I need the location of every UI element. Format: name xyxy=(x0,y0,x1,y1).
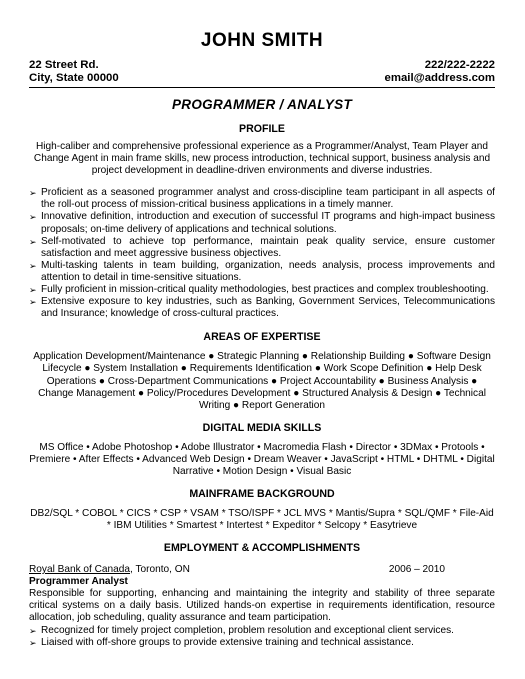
candidate-name: JOHN SMITH xyxy=(200,30,324,51)
mainframe-list: DB2/SQL * COBOL * CICS * CSP * VSAM * TSO/ISPF * JCL MVS * Mantis/Supra * SQL/QMF * File-Aid * IBM Utilities * Smartest * Intertest * Expeditor * Selcopy * Easytrieve xyxy=(30,508,494,532)
arrow-bullet-icon: ➢ xyxy=(29,236,37,247)
email-address: email@address.com xyxy=(384,72,495,84)
address-block xyxy=(29,59,119,85)
list-item: ➢ Proficient as a seasoned programmer analyst and cross-discipline team participant in all aspects of the roll-out process of mission-critical business applications in a timely manner. xyxy=(29,187,495,211)
address-line-2: City, State 00000 xyxy=(29,72,119,84)
job-title-heading: PROGRAMMER / ANALYST xyxy=(172,97,352,112)
list-item: ➢ Self-motivated to achieve top performance, maintain peak quality service, ensure customer satisfaction and meet aggressive business objectives. xyxy=(29,235,495,259)
header-divider xyxy=(29,87,495,88)
arrow-bullet-icon: ➢ xyxy=(29,260,37,271)
address-line-1: 22 Street Rd. xyxy=(29,59,99,71)
arrow-bullet-icon: ➢ xyxy=(29,297,37,308)
arrow-bullet-icon: ➢ xyxy=(29,625,37,636)
employer-location: , Toronto, ON xyxy=(130,564,190,576)
profile-heading: PROFILE xyxy=(239,123,285,135)
digital-media-list: MS Office • Adobe Photoshop • Adobe Illustrator • Macromedia Flash • Director • 3DMax • Protools • Premiere • After Effects • Advanced Web Design • Dream Weaver • JavaScript • HTML • DHTML • Digital Narrative • Motion Design • Visual Basic xyxy=(29,441,495,477)
list-item: ➢ Extensive exposure to key industries, such as Banking, Government Services, Telecommunications and Insurance; knowledge of cross-cultural practices. xyxy=(29,296,495,320)
arrow-bullet-icon: ➢ xyxy=(29,188,37,199)
position-title: Programmer Analyst xyxy=(29,576,128,588)
arrow-bullet-icon: ➢ xyxy=(29,637,37,648)
list-item: ➢ Recognized for timely project completion, problem resolution and exceptional client services. xyxy=(29,624,454,636)
list-item: ➢ Fully proficient in mission-critical quality methodologies, best practices and complex troubleshooting. xyxy=(29,284,489,296)
position-description: Responsible for supporting, enhancing and maintaining the integrity and stability of three separate critical systems on a daily basis. Utilized hands-on expertise in requirements identification, resource allocation, job scheduling, quality assurance and team participation. xyxy=(29,588,495,624)
employer-block xyxy=(29,564,190,576)
digital-media-heading: DIGITAL MEDIA SKILLS xyxy=(202,421,322,434)
profile-summary: High-caliber and comprehensive professional experience as a Programmer/Analyst, Team Player and Change Agent in main frame skills, new process introduction, technical support, business analysis and project development in deadline-driven environments and diverse industries. xyxy=(33,141,491,177)
employment-bullet-list xyxy=(29,625,495,649)
arrow-bullet-icon: ➢ xyxy=(29,212,37,223)
employment-dates: 2006 – 2010 xyxy=(388,564,445,576)
contact-block xyxy=(29,59,495,85)
list-item: ➢ Liaised with off-shore groups to provide extensive training and technical assistance. xyxy=(29,636,414,648)
employment-heading: EMPLOYMENT & ACCOMPLISHMENTS xyxy=(163,542,361,555)
employer-name: Royal Bank of Canada xyxy=(29,564,131,576)
list-item: ➢ Innovative definition, introduction and execution of successful IT programs and high-impact business proposals; on-time delivery of applications and technical solutions. xyxy=(29,211,495,235)
expertise-heading: AREAS OF EXPERTISE xyxy=(203,331,321,344)
phone-number: 222/222-2222 xyxy=(424,59,495,71)
phone-email-block xyxy=(384,59,495,85)
expertise-list: Application Development/Maintenance ● Strategic Planning ● Relationship Building ● Software Design Lifecycle ● System Installation ● Requirements Identification ● Work Scope Definition ● Help Desk Operations ● Cross-Department Communications ● Project Accountability ● Business Analysis ● Change Management ● Policy/Procedures Development ● Structured Analysis & Design ● Technical Writing ● Report Generation xyxy=(33,351,491,411)
employment-row xyxy=(29,564,495,576)
arrow-bullet-icon: ➢ xyxy=(29,285,37,296)
list-item: ➢ Multi-tasking talents in team building, organization, needs analysis, process improvements and attention to detail in time-sensitive situations. xyxy=(29,259,495,283)
mainframe-heading: MAINFRAME BACKGROUND xyxy=(189,488,335,501)
profile-bullet-list xyxy=(29,187,495,320)
